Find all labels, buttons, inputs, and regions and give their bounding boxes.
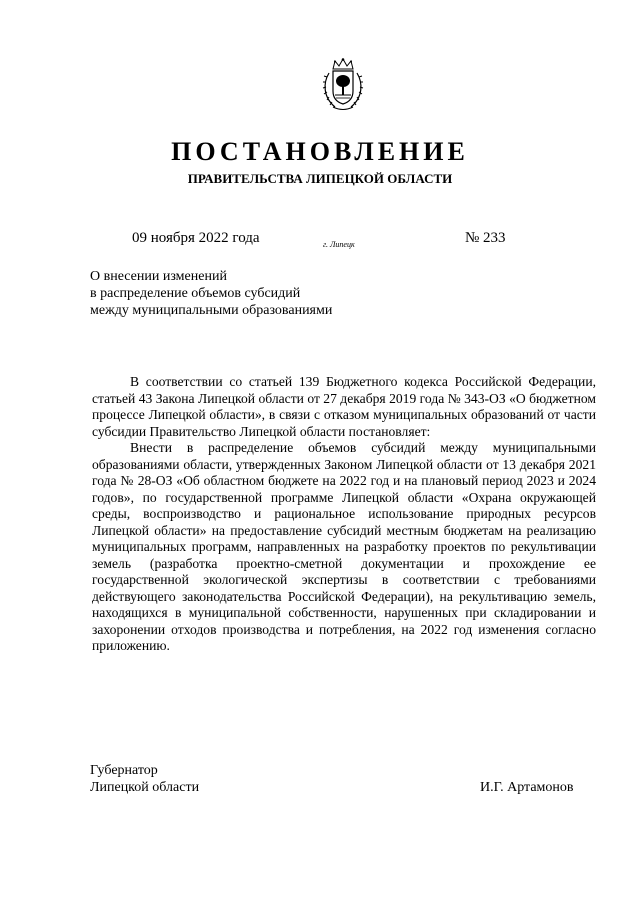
coat-of-arms-icon [321,57,365,113]
document-subtitle: ПРАВИТЕЛЬСТВА ЛИПЕЦКОЙ ОБЛАСТИ [187,171,453,186]
body-paragraph: Внести в распределение объемов субсидий между муниципальными образованиями области, утвержденных Законом Липецкой области от 13 декабря 2021 года № 28-ОЗ «Об областном бюджете на 2022 год и на плановый период 2023 и 2024 годов», по государственной программе Липецкой области «Охрана окружающей среды, воспроизводство и рациональное использование природных ресурсов Липецкой области» на предоставление субсидий местным бюджетам на реализацию муниципальных программ, направленных на разработку проектов по рекультивации земель (разработка проектно-сметной документации и прохождение ее государственной экологической экспертизы в соответствии с требованиями действующего законодательства Российской Федерации), на рекультивацию земель, находящихся в муниципальной собственности, нарушенных при складировании и захоронении отходов производства и потребления, на 2022 год изменения согласно приложению. [92,440,596,653]
signatory-position-line: Губернатор [90,763,158,778]
signatory-position [90,762,199,796]
document-date: 09 ноября 2022 года [132,230,260,246]
signatory-name: И.Г. Артамонов [480,780,574,795]
subject-line: в распределение объемов субсидий [90,286,301,301]
subject-line: между муниципальными образованиями [90,303,333,318]
document-city: г. Липецк [323,240,355,249]
signatory-position-line: Липецкой области [90,780,200,795]
document-number: № 233 [465,230,506,246]
document-body [92,374,596,655]
document-subject [90,268,332,319]
body-paragraph: В соответствии со статьей 139 Бюджетного кодекса Российской Федерации, статьей 43 Закона Липецкой области от 27 декабря 2019 года № 343-ОЗ «О бюджетном процессе Липецкой области», в связи с отказом муниципальных образований от части субсидии Правительство Липецкой области постановляет: [92,374,596,439]
document-title: ПОСТАНОВЛЕНИЕ [171,137,469,166]
subject-line: О внесении изменений [90,269,227,284]
